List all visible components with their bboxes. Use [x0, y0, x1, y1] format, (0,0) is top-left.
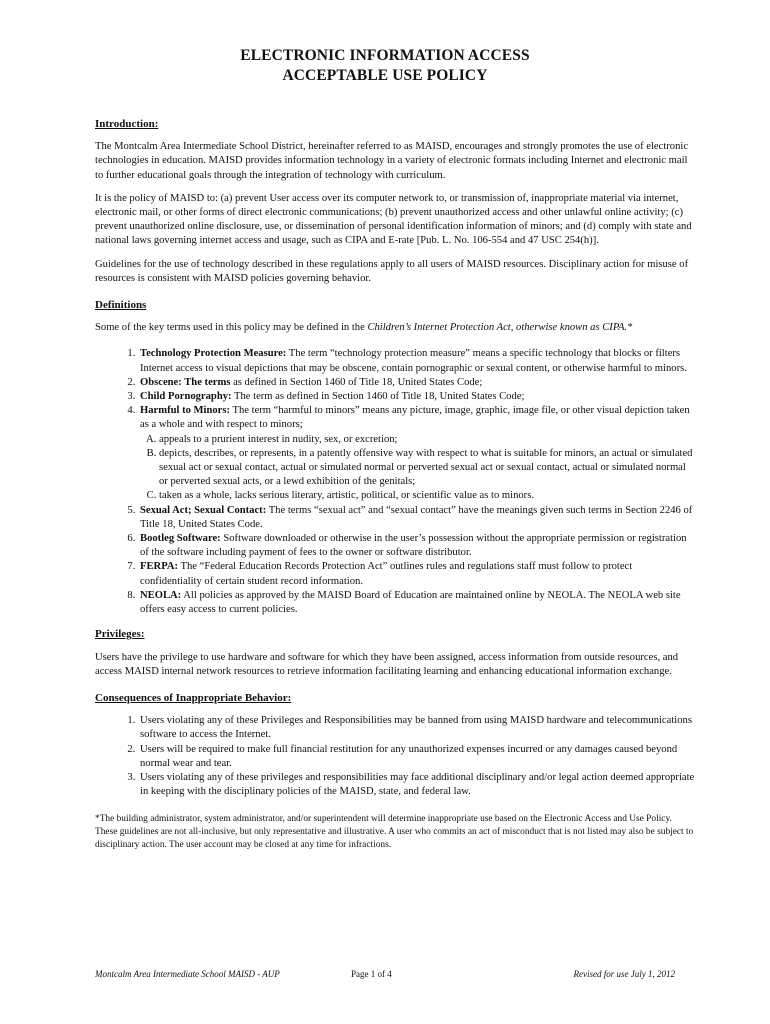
definition-term: Bootleg Software:	[140, 533, 221, 545]
definitions-intro	[95, 321, 695, 335]
consequence-item: 1. Users violating any of these Privileges and Responsibilities may be banned from using MAISD hardware and telecommunications software to access the Internet.	[138, 714, 695, 742]
definition-term: Obscene: The terms	[140, 376, 231, 388]
definition-term: Child Pornography:	[140, 391, 232, 403]
definition-item	[138, 532, 695, 560]
definition-text: Software downloaded or otherwise in the user’s possession without the appropriate permission or registration of the software including payment of fees to the owner or software distributor.	[140, 533, 687, 559]
definition-term: FERPA:	[140, 561, 179, 573]
footnote: *The building administrator, system administrator, and/or superintendent will determine inappropriate use based on the Electronic Access and Use Policy. These guidelines are not all-inclusive, but only representative and illustrative. A user who commits an act of misconduct that is not listed may also be subject to disciplinary action. The user account may be closed at any time for infractions.	[95, 814, 694, 851]
definition-item	[138, 589, 695, 617]
intro-paragraph-2: It is the policy of MAISD to: (a) prevent User access over its computer network to, or transmission of, inappropriate material via internet, electronic mail, or other forms of direct electronic communications; (b) prevent unauthorized access and other unlawful online activity; (c) prevent unauthorized online disclosure, use, or dissemination of personal identification information of minors; and (d) comply with state and national laws governing internet access and usage, such as CIPA and E-rate [Pub. L. No. 106-554 and 47 USC 254(h)].	[95, 192, 692, 247]
sublist-item: A. appeals to a prurient interest in nudity, sex, or excretion;	[159, 433, 695, 447]
consequence-item: 3. Users violating any of these privileges and responsibilities may face additional disciplinary and/or legal action deemed appropriate in keeping with the disciplinary policies of the MAISD, state, and federal law.	[138, 771, 695, 799]
definition-term: Harmful to Minors:	[140, 405, 231, 417]
title-line-1: ELECTRONIC INFORMATION ACCESS	[240, 47, 530, 64]
footer-page-number: Page 1 of 4	[351, 969, 392, 979]
document-title	[0, 46, 770, 86]
consequences-heading: Consequences of Inappropriate Behavior:	[95, 691, 292, 704]
definitions-intro-cipa: Children’s Internet Protection Act, otherwise known as CIPA.*	[367, 322, 633, 334]
document-body	[95, 117, 695, 852]
footer-document-name: Montcalm Area Intermediate School MAISD - AUP	[95, 969, 280, 979]
definition-text: The term as defined in Section 1460 of Title 18, United States Code;	[231, 391, 525, 403]
definition-item	[138, 560, 695, 588]
consequences-list	[95, 714, 695, 799]
definitions-intro-text: Some of the key terms used in this policy may be defined in the	[95, 322, 368, 334]
footer-revision-date: Revised for use July 1, 2012	[573, 969, 675, 979]
definition-item	[138, 376, 695, 390]
sublist-item: B. depicts, describes, or represents, in a patently offensive way with respect to what is suitable for minors, an actual or simulated sexual act or sexual contact, actual or simulated normal or perverted sexual act or sexual contact, actual or simulated normal or perverted sexual acts, or a lewd exhibition of the genitals;	[159, 447, 695, 490]
definition-term: Sexual Act; Sexual Contact:	[140, 504, 267, 516]
intro-paragraph-3: Guidelines for the use of technology described in these regulations apply to all users of MAISD resources. Disciplinary action for misuse of resources is consistent with MAISD policies governing behavior.	[95, 258, 689, 284]
consequence-item: 2. Users will be required to make full financial restitution for any unauthorized expenses incurred or any damages caused beyond normal wear and tear.	[138, 743, 695, 771]
intro-paragraph-1: The Montcalm Area Intermediate School District, hereinafter referred to as MAISD, encourages and strongly promotes the use of electronic technologies in education. MAISD provides information technology in a variety of electronic formats including Internet and electronic mail to further educational goals through the integration of technology with curriculum.	[95, 141, 689, 181]
definition-text: as defined in Section 1460 of Title 18, United States Code;	[230, 376, 483, 388]
definitions-heading: Definitions	[95, 299, 147, 312]
sublist-item: C. taken as a whole, lacks serious literary, artistic, political, or scientific value as to minors.	[159, 489, 695, 503]
definition-item	[138, 347, 695, 375]
title-line-2: ACCEPTABLE USE POLICY	[282, 67, 488, 84]
definition-text: The terms “sexual act” and “sexual contact” have the meanings given such terms in Section 2246 of Title 18, United States Code.	[140, 504, 693, 530]
definitions-list	[95, 347, 695, 617]
definition-item	[138, 404, 695, 503]
definition-term: Technology Protection Measure:	[140, 348, 287, 360]
harmful-to-minors-sublist	[140, 433, 695, 504]
privileges-paragraph: Users have the privilege to use hardware and software for which they have been assigned, access information from outside resources, and access MAISD internal network resources to retrieve information facilitating learning and enhancing educational information exchange.	[95, 651, 679, 677]
definition-text: The term “technology protection measure” means a specific technology that blocks or filters Internet access to visual depictions that may be obscene, contain pornographic or sexual content, or otherwise harmful to minors.	[140, 348, 687, 374]
definition-term: NEOLA:	[140, 589, 182, 601]
definition-text: The “Federal Education Records Protection Act” outlines rules and regulations staff must follow to protect confidentiality of certain student record information.	[140, 561, 633, 587]
privileges-heading: Privileges:	[95, 628, 145, 641]
definition-text: All policies as approved by the MAISD Board of Education are maintained online by NEOLA. The NEOLA web site offers easy access to current policies.	[140, 589, 681, 616]
introduction-heading: Introduction:	[95, 118, 159, 130]
definition-text: The term “harmful to minors” means any picture, image, graphic, image file, or other visual depiction taken as a whole and with respect to minors;	[140, 405, 690, 431]
definition-item	[138, 390, 695, 404]
definition-item	[138, 504, 695, 532]
